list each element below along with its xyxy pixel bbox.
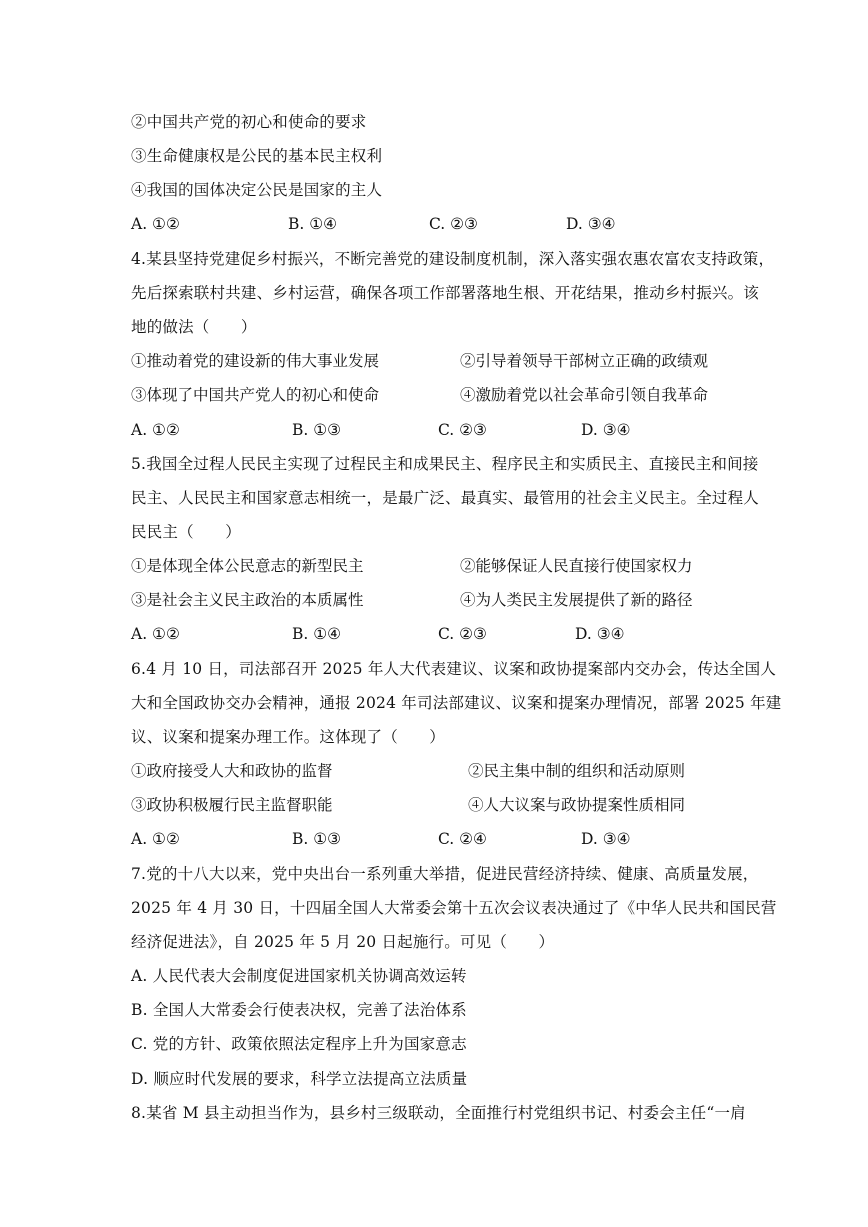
q5-options-row-1 bbox=[131, 556, 751, 576]
q5-stem-line-2: 民主、人民民主和国家意志相统一，是最广泛、最真实、最管用的社会主义民主。全过程人 bbox=[131, 489, 760, 507]
q7-stem-line-2: 2025 年 4 月 30 日，十四届全国人大常委会第十五次会议表决通过了《中华人民共和国民营 bbox=[131, 899, 777, 917]
q5-answer-b: B. ①④ bbox=[292, 625, 342, 643]
q4-option-2: ②引导着领导干部树立正确的政绩观 bbox=[460, 352, 709, 370]
q5-options-row-2 bbox=[131, 590, 751, 610]
q3-answer-a: A. ①② bbox=[131, 215, 180, 233]
q4-stem-line-3: 地的做法（ ） bbox=[131, 318, 257, 336]
q5-option-2: ②能够保证人民直接行使国家权力 bbox=[460, 557, 693, 575]
q7-option-d: D. 顺应时代发展的要求，科学立法提高立法质量 bbox=[131, 1070, 468, 1088]
q4-answer-a: A. ①② bbox=[131, 421, 180, 439]
q4-stem-line-1: 4.某县坚持党建促乡村振兴，不断完善党的建设制度机制，深入落实强农惠农富农支持政策， bbox=[131, 250, 775, 268]
q7-option-c: C. 党的方针、政策依照法定程序上升为国家意志 bbox=[131, 1035, 467, 1053]
q4-stem-line-2: 先后探索联村共建、乡村运营，确保各项工作部署落地生根、开花结果，推动乡村振兴。该 bbox=[131, 284, 760, 302]
q3-answer-c: C. ②③ bbox=[429, 215, 478, 233]
q4-answer-row bbox=[131, 420, 751, 440]
q6-stem-line-2: 大和全国政协交办会精神，通报 2024 年司法部建议、议案和提案办理情况，部署 2025 年建 bbox=[131, 694, 782, 712]
q7-option-a: A. 人民代表大会制度促进国家机关协调高效运转 bbox=[131, 967, 467, 985]
q6-option-1: ①政府接受人大和政协的监督 bbox=[131, 762, 333, 780]
q4-option-1: ①推动着党的建设新的伟大事业发展 bbox=[131, 352, 380, 370]
q3-option-2: ②中国共产党的初心和使命的要求 bbox=[131, 113, 367, 131]
q7-option-b: B. 全国人大常委会行使表决权，完善了法治体系 bbox=[131, 1001, 467, 1019]
q3-option-3: ③生命健康权是公民的基本民主权利 bbox=[131, 147, 383, 165]
q4-answer-b: B. ①③ bbox=[292, 421, 342, 439]
q3-answer-row bbox=[131, 214, 751, 234]
q6-stem-line-3: 议、议案和提案办理工作。这体现了（ ） bbox=[131, 728, 446, 746]
q5-stem-line-3: 民民主（ ） bbox=[131, 523, 241, 541]
q5-answer-row bbox=[131, 624, 751, 644]
q3-answer-d: D. ③④ bbox=[566, 215, 616, 233]
q6-answer-b: B. ①③ bbox=[292, 830, 342, 848]
q6-options-row-2 bbox=[131, 795, 751, 815]
q6-answer-a: A. ①② bbox=[131, 830, 180, 848]
q5-answer-d: D. ③④ bbox=[575, 625, 625, 643]
q7-stem-line-3: 经济促进法》，自 2025 年 5 月 20 日起施行。可见（ ） bbox=[131, 933, 555, 951]
q4-option-3: ③体现了中国共产党人的初心和使命 bbox=[131, 386, 380, 404]
q6-option-4: ④人大议案与政协提案性质相同 bbox=[468, 796, 686, 814]
q3-answer-b: B. ①④ bbox=[288, 215, 338, 233]
q6-stem-line-1: 6.4 月 10 日，司法部召开 2025 年人大代表建议、议案和政协提案部内交办会，传达全国人 bbox=[131, 660, 777, 678]
q5-stem-line-1: 5.我国全过程人民民主实现了过程民主和成果民主、程序民主和实质民主、直接民主和间接 bbox=[131, 455, 759, 473]
q5-answer-c: C. ②③ bbox=[438, 625, 487, 643]
q5-answer-a: A. ①② bbox=[131, 625, 180, 643]
q4-answer-d: D. ③④ bbox=[581, 421, 631, 439]
q4-options-row-2 bbox=[131, 385, 751, 405]
q5-option-3: ③是社会主义民主政治的本质属性 bbox=[131, 591, 364, 609]
q6-answer-row bbox=[131, 829, 751, 849]
q6-answer-d: D. ③④ bbox=[581, 830, 631, 848]
q5-option-4: ④为人类民主发展提供了新的路径 bbox=[460, 591, 693, 609]
q8-stem-line-1: 8.某省 M 县主动担当作为，县乡村三级联动，全面推行村党组织书记、村委会主任“一肩 bbox=[131, 1104, 746, 1122]
q6-answer-c: C. ②④ bbox=[438, 830, 487, 848]
q6-option-2: ②民主集中制的组织和活动原则 bbox=[468, 762, 686, 780]
q6-options-row-1 bbox=[131, 761, 751, 781]
q4-option-4: ④激励着党以社会革命引领自我革命 bbox=[460, 386, 709, 404]
q4-answer-c: C. ②③ bbox=[438, 421, 487, 439]
q3-option-4: ④我国的国体决定公民是国家的主人 bbox=[131, 181, 383, 199]
q5-option-1: ①是体现全体公民意志的新型民主 bbox=[131, 557, 364, 575]
q4-options-row-1 bbox=[131, 351, 751, 371]
q7-stem-line-1: 7.党的十八大以来，党中央出台一系列重大举措，促进民营经济持续、健康、高质量发展， bbox=[131, 865, 759, 883]
q6-option-3: ③政协积极履行民主监督职能 bbox=[131, 796, 333, 814]
